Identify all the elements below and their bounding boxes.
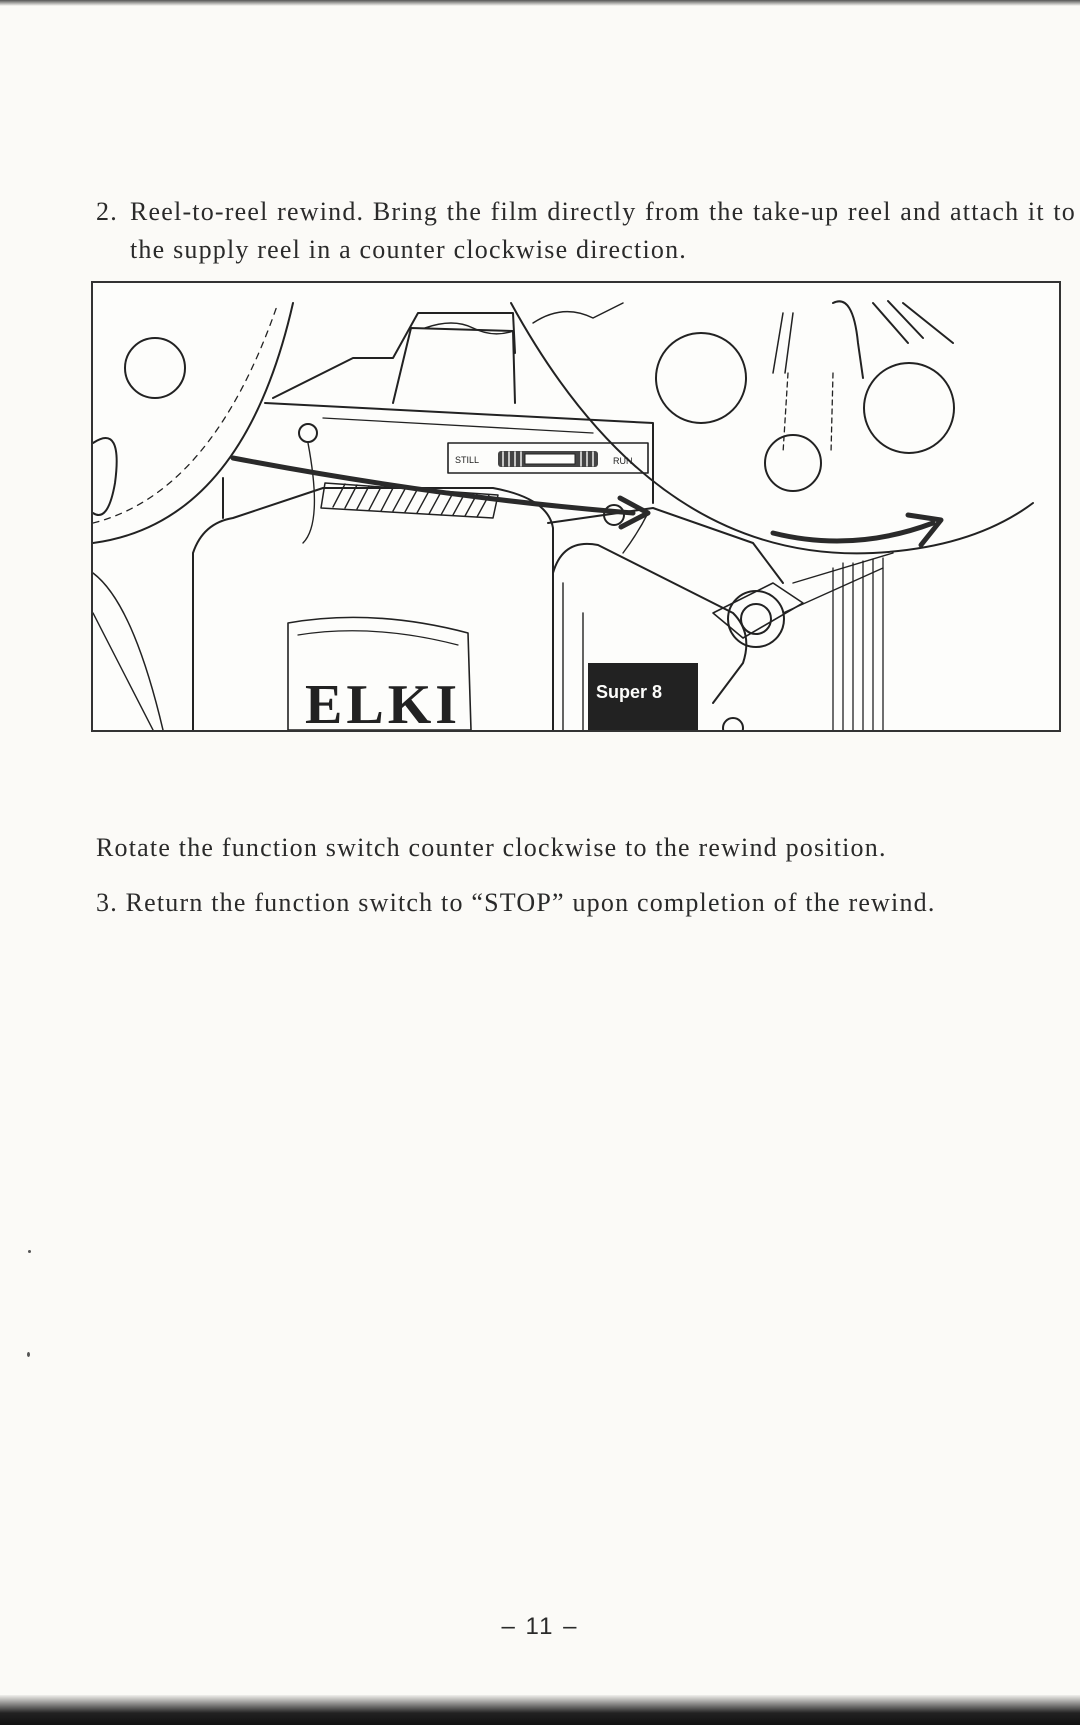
page-top-edge <box>0 0 1080 6</box>
badge-text: Super 8 <box>596 682 663 702</box>
step-2-paragraph <box>96 193 1076 269</box>
projector-rewind-illustration <box>91 281 1061 732</box>
rotate-instruction: Rotate the function switch counter clockwise to the rewind position. <box>96 833 887 862</box>
switch-run-label: RUN <box>613 456 633 466</box>
paper-speck <box>28 1250 31 1253</box>
step-2-text: Reel-to-reel rewind. Bring the film directly from the take-up reel and attach it to the supply reel in a counter clockwise direction. <box>130 197 1076 264</box>
brand-logo: ELKI <box>305 674 462 730</box>
paper-speck <box>27 1352 30 1357</box>
take-up-reel-outline <box>511 303 1033 553</box>
switch-still-label: STILL <box>455 455 480 465</box>
film-path-arrow-right <box>773 523 933 541</box>
step-3-paragraph: 3. Return the function switch to “STOP” upon completion of the rewind. <box>96 888 936 917</box>
reel-hole-icon <box>125 338 185 398</box>
step-2-number: 2. <box>96 197 118 226</box>
page-bottom-edge <box>0 1695 1080 1725</box>
page-number: – 11 – <box>501 1613 579 1640</box>
